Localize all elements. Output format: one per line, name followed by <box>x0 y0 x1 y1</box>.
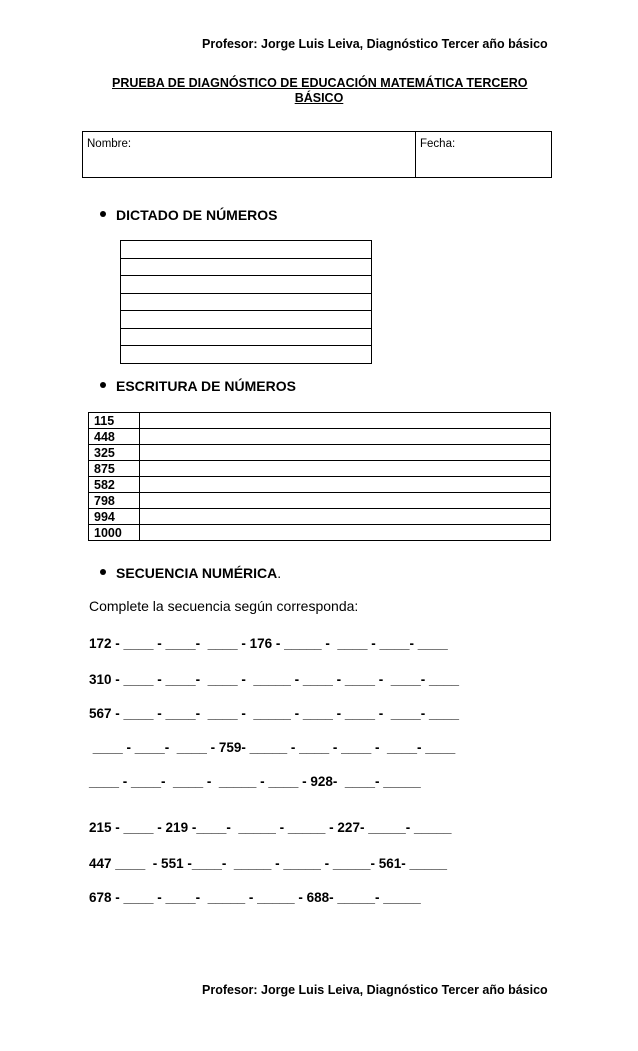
escritura-answer-cell[interactable] <box>140 413 551 429</box>
dictado-line[interactable] <box>121 329 371 347</box>
escritura-number: 875 <box>89 461 140 477</box>
secuencia-instruction: Complete la secuencia según corresponda: <box>89 598 359 614</box>
sequence-line[interactable]: 678 - ____ - ____- _____ - _____ - 688- _____- _____ <box>89 890 421 905</box>
dictado-line[interactable] <box>121 259 371 277</box>
escritura-number: 325 <box>89 445 140 461</box>
escritura-number: 798 <box>89 493 140 509</box>
escritura-answer-cell[interactable] <box>140 445 551 461</box>
name-date-box <box>82 131 552 178</box>
table-row <box>89 493 551 509</box>
table-row <box>89 429 551 445</box>
escritura-answer-cell[interactable] <box>140 493 551 509</box>
date-field[interactable] <box>416 132 551 177</box>
escritura-number: 448 <box>89 429 140 445</box>
escritura-number: 1000 <box>89 525 140 541</box>
section-secuencia-period: . <box>277 565 282 581</box>
section-dictado-label: DICTADO DE NÚMEROS <box>116 207 278 223</box>
table-row <box>89 461 551 477</box>
section-dictado-heading <box>100 207 278 223</box>
dictado-line[interactable] <box>121 346 371 363</box>
section-secuencia-heading <box>100 565 281 581</box>
sequence-line[interactable]: 215 - ____ - 219 -____- _____ - _____ - 227- _____- _____ <box>89 820 452 835</box>
dictado-line[interactable] <box>121 311 371 329</box>
section-escritura-label: ESCRITURA DE NÚMEROS <box>116 378 296 394</box>
table-row <box>89 477 551 493</box>
sequence-line[interactable]: 172 - ____ - ____- ____ - 176 - _____ - ____ - ____- ____ <box>89 636 448 651</box>
escritura-answer-cell[interactable] <box>140 509 551 525</box>
bullet-icon <box>100 211 106 217</box>
bullet-icon <box>100 382 106 388</box>
dictado-line[interactable] <box>121 241 371 259</box>
escritura-answer-cell[interactable] <box>140 477 551 493</box>
name-label: Nombre: <box>87 138 132 150</box>
escritura-table <box>88 412 551 541</box>
sequence-line[interactable]: 447 ____ - 551 -____- _____ - _____ - _____- 561- _____ <box>89 856 448 871</box>
section-escritura-heading <box>100 378 296 394</box>
sequence-line[interactable]: ____ - ____- ____ - 759- _____ - ____ - ____ - ____- ____ <box>89 740 456 755</box>
escritura-answer-cell[interactable] <box>140 429 551 445</box>
escritura-answer-cell[interactable] <box>140 461 551 477</box>
dictado-table <box>120 240 372 364</box>
table-row <box>89 413 551 429</box>
title-line-2: BÁSICO <box>294 91 344 105</box>
escritura-number: 582 <box>89 477 140 493</box>
escritura-number: 115 <box>89 413 140 429</box>
date-label: Fecha: <box>420 138 456 150</box>
sequence-line[interactable]: 310 - ____ - ____- ____ - _____ - ____ - ____ - ____- ____ <box>89 672 460 687</box>
section-secuencia-label: SECUENCIA NUMÉRICA <box>116 565 278 581</box>
name-field[interactable] <box>83 132 416 177</box>
escritura-answer-cell[interactable] <box>140 525 551 541</box>
table-row <box>89 525 551 541</box>
escritura-number: 994 <box>89 509 140 525</box>
sequence-line[interactable]: ____ - ____- ____ - _____ - ____ - 928- ____- _____ <box>89 774 421 789</box>
header-teacher-line: Profesor: Jorge Luis Leiva, Diagnóstico Tercer año básico <box>202 37 548 51</box>
bullet-icon <box>100 569 106 575</box>
dictado-line[interactable] <box>121 276 371 294</box>
dictado-line[interactable] <box>121 294 371 312</box>
table-row <box>89 509 551 525</box>
footer-teacher-line: Profesor: Jorge Luis Leiva, Diagnóstico Tercer año básico <box>202 983 548 997</box>
table-row <box>89 445 551 461</box>
sequence-line[interactable]: 567 - ____ - ____- ____ - _____ - ____ - ____ - ____- ____ <box>89 706 460 721</box>
title-line-1: PRUEBA DE DIAGNÓSTICO DE EDUCACIÓN MATEMÁTICA TERCERO <box>112 76 528 90</box>
